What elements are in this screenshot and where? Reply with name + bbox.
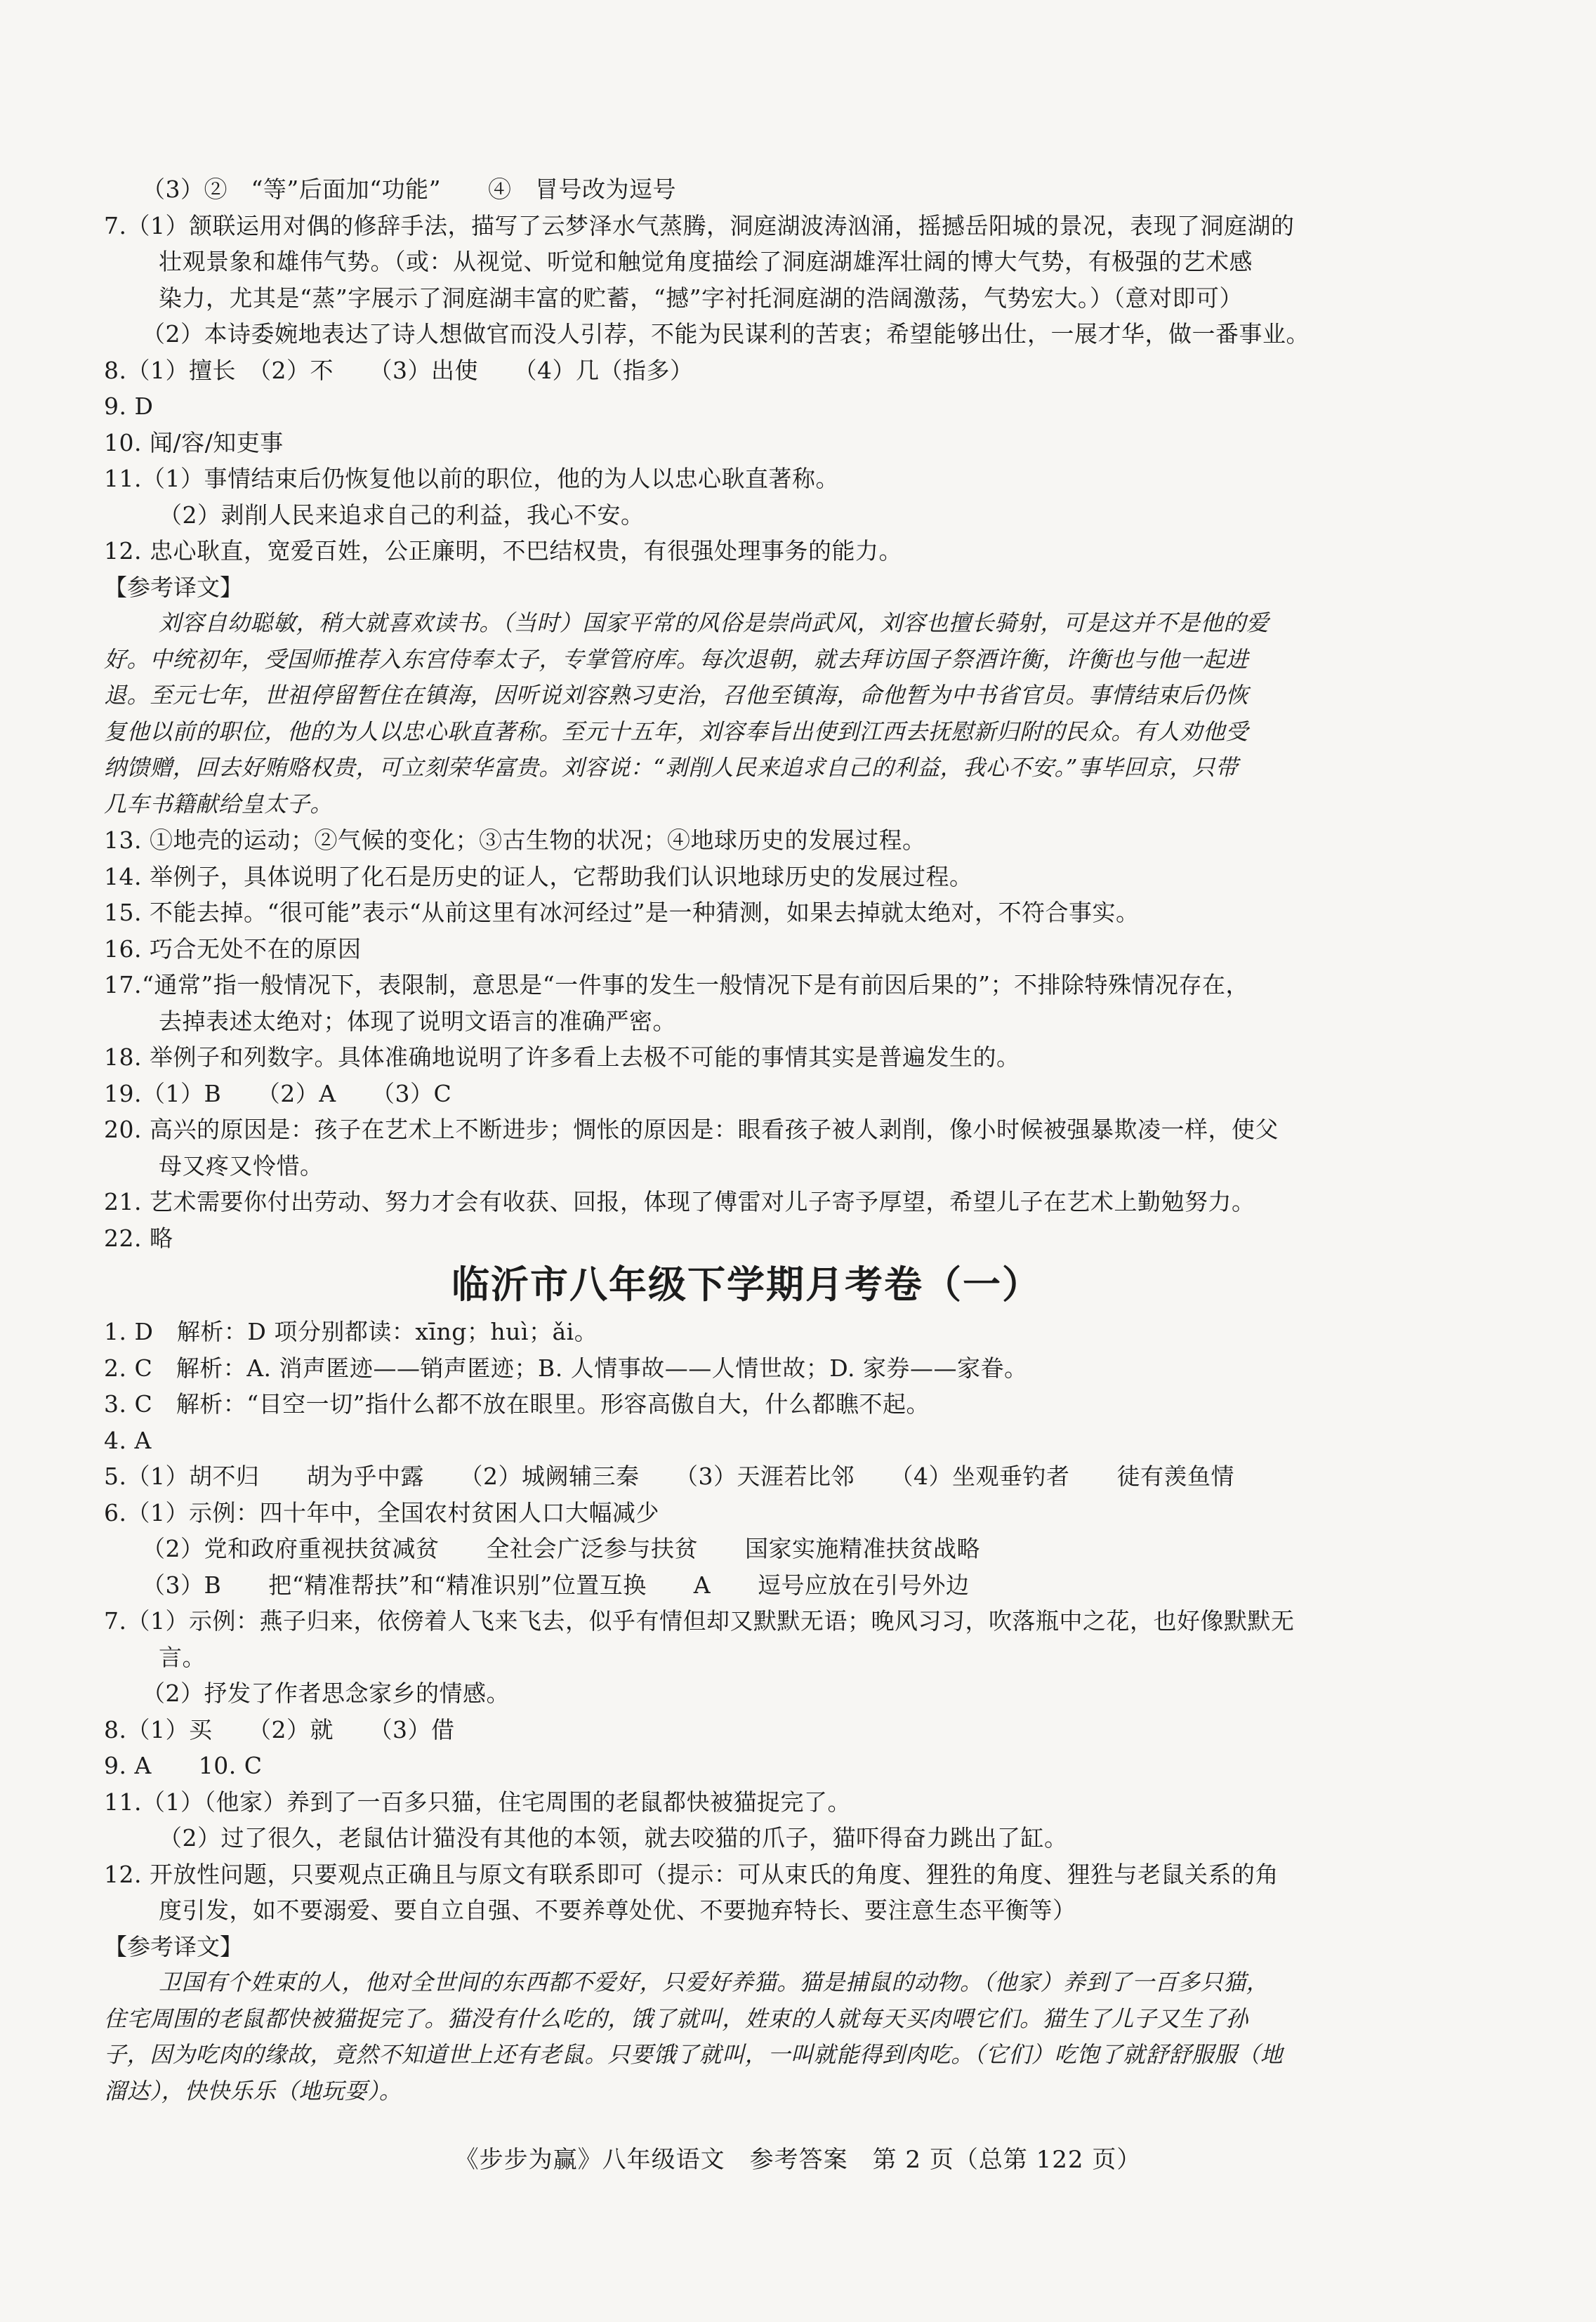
answer-line: 12. 开放性问题，只要观点正确且与原文有联系即可（提示：可从束氏的角度、狸狌的角度、狸狌与老鼠关系的角 — [104, 1860, 1279, 1888]
answer-line: 7.（1）示例：燕子归来，依傍着人飞来飞去，似乎有情但却又默默无语；晚风习习，吹落瓶中之花，也好像默默无 — [104, 1607, 1295, 1635]
answer-line: （3）B 把“精准帮扶”和“精准识别”位置互换 A 逗号应放在引号外边 — [142, 1571, 970, 1599]
answer-line: 16. 巧合无处不在的原因 — [104, 935, 362, 963]
answer-line: 去掉表述太绝对；体现了说明文语言的准确严密。 — [159, 1007, 676, 1035]
answer-line: 13. ①地壳的运动；②气候的变化；③古生物的状况；④地球历史的发展过程。 — [104, 826, 926, 854]
answer-line: 3. C 解析：“目空一切”指什么都不放在眼里。形容高傲自大，什么都瞧不起。 — [104, 1390, 930, 1418]
translation-line: 退。至元七年，世祖停留暂住在镇海，因听说刘容熟习吏治，召他至镇海，命他暂为中书省官员。事情结束后仍恢 — [104, 682, 1249, 708]
answer-line: 21. 艺术需要你付出劳动、努力才会有收获、回报，体现了傅雷对儿子寄予厚望，希望儿子在艺术上勤勉努力。 — [104, 1188, 1255, 1215]
answer-line: （2）剥削人民来追求自己的利益，我心不安。 — [159, 501, 645, 529]
page-footer: 《步步为赢》八年级语文 参考答案 第 2 页（总第 122 页） — [454, 2146, 1142, 2174]
answer-column — [104, 171, 1389, 2109]
translation-line: 住宅周围的老鼠都快被猫捉完了。猫没有什么吃的，饿了就叫，姓束的人就每天买肉喂它们。猫生了儿子又生了孙 — [104, 2005, 1249, 2032]
answer-line: 度引发，如不要溺爱、要自立自强、不要养尊处优、不要抛弃特长、要注意生态平衡等） — [159, 1896, 1076, 1924]
answer-line: 9. A 10. C — [104, 1752, 263, 1779]
answer-line: 11.（1）事情结束后仍恢复他以前的职位，他的为人以忠心耿直著称。 — [104, 465, 839, 492]
answer-line: 染力，尤其是“蒸”字展示了洞庭湖丰富的贮蓄，“撼”字衬托洞庭湖的浩阔激荡，气势宏大。）（意对即可） — [159, 284, 1243, 312]
answer-line: 8.（1）擅长 （2）不 （3）出使 （4）几（指多） — [104, 356, 694, 384]
answer-line: 20. 高兴的原因是：孩子在艺术上不断进步；惆怅的原因是：眼看孩子被人剥削，像小时候被强暴欺凌一样，使父 — [104, 1116, 1279, 1143]
translation-line: 溜达），快快乐乐（地玩耍）。 — [104, 2077, 402, 2104]
translation-line: 子，因为吃肉的缘故，竟然不知道世上还有老鼠。只要饿了就叫，一叫就能得到肉吃。（它们）吃饱了就舒舒服服（地 — [104, 2041, 1284, 2068]
answer-line: 11.（1）（他家）养到了一百多只猫，住宅周围的老鼠都快被猫捉完了。 — [104, 1788, 851, 1816]
answer-line: （2）过了很久，老鼠估计猫没有其他的本领，就去咬猫的爪子，猫吓得奋力跳出了缸。 — [159, 1824, 1068, 1852]
answer-line: 2. C 解析：A. 消声匿迹——销声匿迹；B. 人情事故——人情世故；D. 家券——家眷。 — [104, 1354, 1028, 1382]
answer-line: 7.（1）颔联运用对偶的修辞手法，描写了云梦泽水气蒸腾，洞庭湖波涛汹涌，摇撼岳阳城的景况，表现了洞庭湖的 — [104, 211, 1295, 239]
answer-line: 17.“通常”指一般情况下，表限制，意思是“一件事的发生一般情况下是有前因后果的”；不排除特殊情况存在， — [104, 971, 1249, 998]
translation-line: 卫国有个姓束的人，他对全世间的东西都不爱好，只爱好养猫。猫是捕鼠的动物。（他家）养到了一百多只猫， — [159, 1969, 1269, 1996]
translation-line: 复他以前的职位，他的为人以忠心耿直著称。至元十五年，刘容奉旨出使到江西去抚慰新归附的民众。有人劝他受 — [104, 718, 1249, 745]
answer-line: 15. 不能去掉。“很可能”表示“从前这里有冰河经过”是一种猜测，如果去掉就太绝对，不符合事实。 — [104, 899, 1140, 926]
answer-line: 14. 举例子，具体说明了化石是历史的证人，它帮助我们认识地球历史的发展过程。 — [104, 862, 973, 890]
answer-line: （2）本诗委婉地表达了诗人想做官而没人引荐，不能为民谋利的苦衷；希望能够出仕，一展才华，做一番事业。 — [142, 320, 1310, 348]
answer-line: 4. A — [104, 1426, 152, 1454]
answer-line: 19.（1）B （2）A （3）C — [104, 1079, 452, 1107]
answer-line: （3）② “等”后面加“功能” ④ 冒号改为逗号 — [142, 176, 676, 203]
answer-line: （2）抒发了作者思念家乡的情感。 — [142, 1680, 510, 1707]
reference-translation-label: 【参考译文】 — [104, 573, 243, 601]
reference-translation-label: 【参考译文】 — [104, 1932, 243, 1960]
answer-line: 母又疼又怜惜。 — [159, 1152, 324, 1180]
translation-line: 好。中统初年，受国师推荐入东宫侍奉太子，专掌管府库。每次退朝，就去拜访国子祭酒许衡，许衡也与他一起进 — [104, 645, 1249, 673]
answer-line: 10. 闻/容/知吏事 — [104, 428, 284, 456]
answer-line: （2）党和政府重视扶贫减贫 全社会广泛参与扶贫 国家实施精准扶贫战略 — [142, 1535, 980, 1562]
answer-line: 22. 略 — [104, 1224, 173, 1252]
answer-line: 8.（1）买 （2）就 （3）借 — [104, 1715, 455, 1743]
section-title: 临沂市八年级下学期月考卷（一） — [451, 1262, 1041, 1307]
translation-line: 纳馈赠，回去好贿赂权贵，可立刻荣华富贵。刘容说：“剥削人民来追求自己的利益，我心不安。”事毕回京，只带 — [104, 754, 1239, 781]
answer-line: 18. 举例子和列数字。具体准确地说明了许多看上去极不可能的事情其实是普遍发生的。 — [104, 1043, 1020, 1071]
answer-line: 6.（1）示例：四十年中，全国农村贫困人口大幅减少 — [104, 1498, 659, 1526]
answer-line: 1. D 解析：D 项分别都读：xīng；huì；ǎi。 — [104, 1318, 598, 1345]
answer-line: 9. D — [104, 393, 154, 420]
translation-line: 刘容自幼聪敏，稍大就喜欢读书。（当时）国家平常的风俗是崇尚武风，刘容也擅长骑射，可是这并不是他的爱 — [159, 609, 1269, 636]
answer-line: 12. 忠心耿直，宽爱百姓，公正廉明，不巴结权贵，有很强处理事务的能力。 — [104, 537, 902, 565]
answer-line: 5.（1）胡不归 胡为乎中露 （2）城阙辅三秦 （3）天涯若比邻 （4）坐观垂钓者 徒有羡鱼情 — [104, 1463, 1234, 1490]
translation-line: 几车书籍献给皇太子。 — [104, 790, 334, 817]
answer-line: 言。 — [159, 1643, 206, 1671]
answer-line: 壮观景象和雄伟气势。（或：从视觉、听觉和触觉角度描绘了洞庭湖雄浑壮阔的博大气势，有极强的艺术感 — [159, 248, 1253, 275]
